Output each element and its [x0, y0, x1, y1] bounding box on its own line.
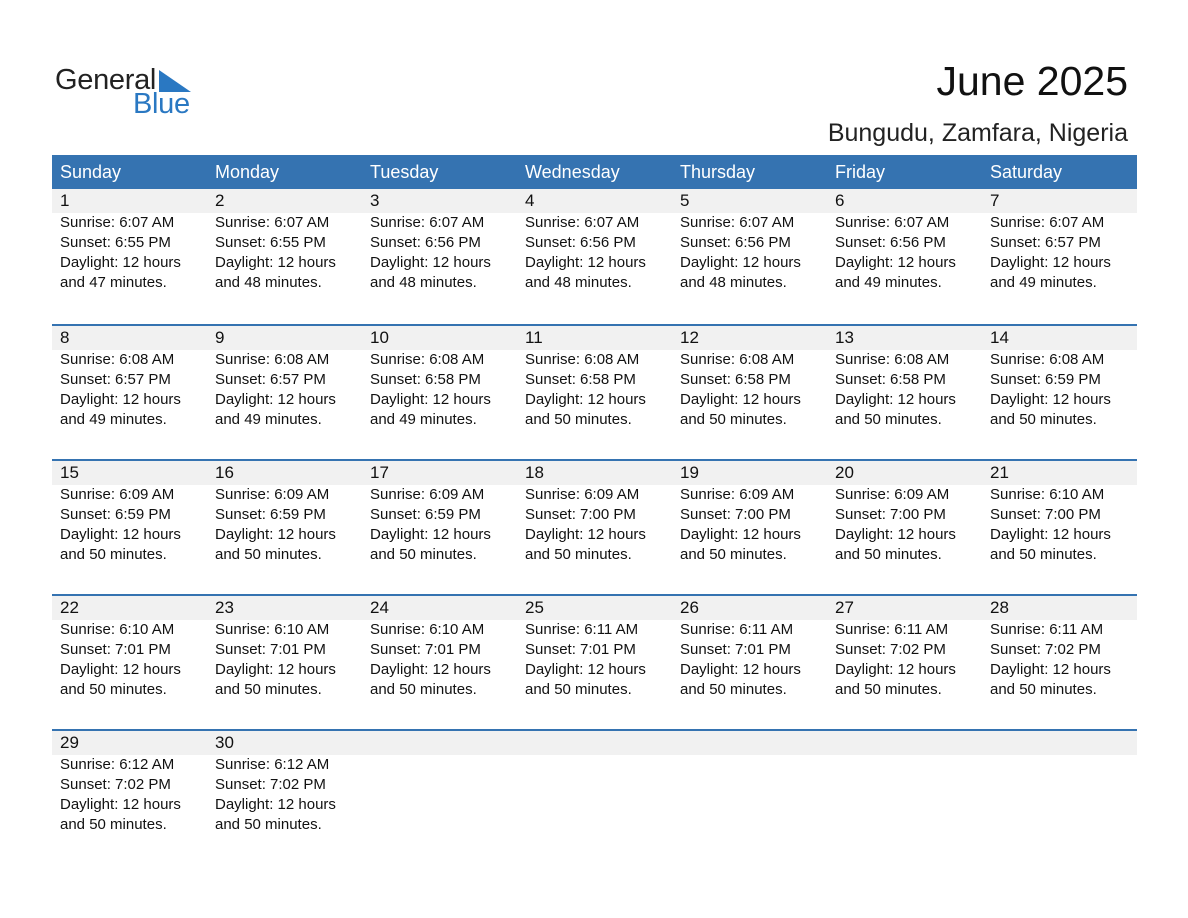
day-cell [362, 596, 517, 700]
daylight-minutes-text: and 50 minutes. [60, 816, 167, 833]
day-cell [672, 326, 827, 430]
day-number: 19 [680, 463, 699, 482]
sunrise-text: Sunrise: 6:08 AM [370, 351, 485, 368]
day-number: 8 [60, 328, 70, 347]
sunrise-text: Sunrise: 6:09 AM [215, 486, 330, 503]
sunset-text: Sunset: 7:01 PM [215, 641, 326, 658]
day-cell [52, 461, 207, 565]
daylight-minutes-text: and 50 minutes. [215, 816, 322, 833]
day-cell [517, 461, 672, 565]
sunrise-text: Sunrise: 6:09 AM [370, 486, 485, 503]
day-cell [362, 461, 517, 565]
daylight-hours-text: Daylight: 12 hours [680, 254, 801, 271]
daylight-minutes-text: and 50 minutes. [990, 411, 1097, 428]
daylight-minutes-text: and 50 minutes. [990, 681, 1097, 698]
page-title: June 2025 [936, 58, 1128, 104]
day-number: 11 [525, 328, 543, 347]
week-row [52, 729, 1137, 864]
sunset-text: Sunset: 6:57 PM [215, 371, 326, 388]
sunrise-text: Sunrise: 6:10 AM [370, 621, 485, 638]
sunrise-text: Sunrise: 6:11 AM [680, 621, 794, 638]
sunrise-text: Sunrise: 6:10 AM [990, 486, 1105, 503]
day-number [525, 731, 672, 755]
day-cell [52, 189, 207, 293]
day-cell [982, 189, 1137, 293]
daylight-hours-text: Daylight: 12 hours [680, 391, 801, 408]
daylight-minutes-text: and 50 minutes. [990, 546, 1097, 563]
weekday-header-sunday: Sunday [60, 162, 122, 182]
daylight-hours-text: Daylight: 12 hours [525, 254, 646, 271]
daylight-hours-text: Daylight: 12 hours [525, 526, 646, 543]
day-number: 7 [990, 191, 1000, 210]
day-number: 25 [525, 598, 544, 617]
daylight-minutes-text: and 50 minutes. [60, 546, 167, 563]
week-days [52, 461, 1137, 565]
daylight-minutes-text: and 50 minutes. [370, 681, 477, 698]
daylight-minutes-text: and 49 minutes. [60, 411, 167, 428]
day-cell [982, 596, 1137, 700]
daylight-hours-text: Daylight: 12 hours [835, 526, 956, 543]
daylight-hours-text: Daylight: 12 hours [60, 796, 181, 813]
day-cell [52, 731, 207, 835]
sunrise-text: Sunrise: 6:08 AM [680, 351, 795, 368]
sunset-text: Sunset: 6:57 PM [990, 234, 1101, 251]
sunset-text: Sunset: 6:59 PM [60, 506, 171, 523]
weekday-header-wednesday: Wednesday [525, 162, 620, 182]
daylight-hours-text: Daylight: 12 hours [680, 661, 801, 678]
daylight-minutes-text: and 50 minutes. [525, 546, 632, 563]
sunrise-text: Sunrise: 6:12 AM [215, 756, 330, 773]
daylight-hours-text: Daylight: 12 hours [215, 526, 336, 543]
sunrise-text: Sunrise: 6:07 AM [370, 214, 485, 231]
daylight-minutes-text: and 50 minutes. [835, 411, 942, 428]
day-cell [517, 326, 672, 430]
weekday-header-thursday: Thursday [680, 162, 756, 182]
sunrise-text: Sunrise: 6:10 AM [215, 621, 330, 638]
daylight-hours-text: Daylight: 12 hours [215, 796, 336, 813]
sunrise-text: Sunrise: 6:09 AM [680, 486, 795, 503]
day-number [680, 731, 827, 755]
sunrise-text: Sunrise: 6:09 AM [60, 486, 175, 503]
day-cell [52, 326, 207, 430]
sunrise-text: Sunrise: 6:10 AM [60, 621, 175, 638]
day-cell [982, 731, 1137, 835]
week-days [52, 596, 1137, 700]
daylight-hours-text: Daylight: 12 hours [370, 661, 491, 678]
weekday-header-row [52, 155, 1137, 189]
sunrise-text: Sunrise: 6:11 AM [525, 621, 639, 638]
sunset-text: Sunset: 7:00 PM [680, 506, 791, 523]
sunrise-text: Sunrise: 6:07 AM [680, 214, 795, 231]
daylight-minutes-text: and 50 minutes. [525, 411, 632, 428]
sunset-text: Sunset: 6:58 PM [525, 371, 636, 388]
day-cell [517, 731, 672, 835]
daylight-minutes-text: and 48 minutes. [215, 274, 322, 291]
day-number: 10 [370, 328, 389, 347]
daylight-minutes-text: and 50 minutes. [60, 681, 167, 698]
sunrise-text: Sunrise: 6:11 AM [835, 621, 949, 638]
day-cell [672, 189, 827, 293]
daylight-hours-text: Daylight: 12 hours [525, 661, 646, 678]
sunset-text: Sunset: 6:59 PM [370, 506, 481, 523]
day-number: 30 [215, 733, 234, 752]
sunset-text: Sunset: 7:02 PM [215, 776, 326, 793]
day-number: 26 [680, 598, 699, 617]
daylight-minutes-text: and 50 minutes. [215, 546, 322, 563]
day-number: 4 [525, 191, 535, 210]
sunset-text: Sunset: 7:01 PM [60, 641, 171, 658]
week-row [52, 594, 1137, 729]
sunrise-text: Sunrise: 6:09 AM [525, 486, 640, 503]
week-row [52, 459, 1137, 594]
week-days [52, 326, 1137, 430]
day-number: 28 [990, 598, 1009, 617]
day-number [990, 731, 1137, 755]
calendar-grid [52, 155, 1137, 864]
day-cell [982, 326, 1137, 430]
day-cell [207, 731, 362, 835]
day-number: 27 [835, 598, 854, 617]
daylight-minutes-text: and 49 minutes. [990, 274, 1097, 291]
day-number: 13 [835, 328, 854, 347]
sunrise-text: Sunrise: 6:08 AM [60, 351, 175, 368]
sunset-text: Sunset: 7:00 PM [525, 506, 636, 523]
daylight-minutes-text: and 50 minutes. [525, 681, 632, 698]
day-number: 29 [60, 733, 79, 752]
week-row [52, 324, 1137, 459]
day-cell [827, 596, 982, 700]
brand-logo [55, 64, 205, 120]
daylight-hours-text: Daylight: 12 hours [60, 391, 181, 408]
day-cell [827, 731, 982, 835]
day-number: 5 [680, 191, 690, 210]
sunrise-text: Sunrise: 6:08 AM [835, 351, 950, 368]
day-number: 2 [215, 191, 225, 210]
daylight-hours-text: Daylight: 12 hours [835, 661, 956, 678]
sunset-text: Sunset: 6:59 PM [215, 506, 326, 523]
sunrise-text: Sunrise: 6:09 AM [835, 486, 950, 503]
daylight-hours-text: Daylight: 12 hours [215, 661, 336, 678]
sunrise-text: Sunrise: 6:07 AM [525, 214, 640, 231]
sunset-text: Sunset: 7:02 PM [835, 641, 946, 658]
daylight-hours-text: Daylight: 12 hours [370, 254, 491, 271]
daylight-hours-text: Daylight: 12 hours [370, 526, 491, 543]
daylight-hours-text: Daylight: 12 hours [990, 526, 1111, 543]
daylight-hours-text: Daylight: 12 hours [370, 391, 491, 408]
day-cell [517, 596, 672, 700]
day-number: 18 [525, 463, 544, 482]
daylight-minutes-text: and 50 minutes. [215, 681, 322, 698]
daylight-minutes-text: and 48 minutes. [370, 274, 477, 291]
day-cell [362, 731, 517, 835]
sunset-text: Sunset: 6:56 PM [525, 234, 636, 251]
daylight-minutes-text: and 49 minutes. [215, 411, 322, 428]
daylight-hours-text: Daylight: 12 hours [835, 391, 956, 408]
sunset-text: Sunset: 6:56 PM [680, 234, 791, 251]
day-cell [362, 189, 517, 293]
day-number [370, 731, 517, 755]
day-cell [827, 189, 982, 293]
daylight-hours-text: Daylight: 12 hours [215, 254, 336, 271]
day-cell [517, 189, 672, 293]
sunset-text: Sunset: 6:56 PM [370, 234, 481, 251]
logo-blue-text: Blue [133, 88, 190, 120]
day-number: 9 [215, 328, 225, 347]
daylight-hours-text: Daylight: 12 hours [835, 254, 956, 271]
sunset-text: Sunset: 6:55 PM [215, 234, 326, 251]
sunset-text: Sunset: 6:58 PM [680, 371, 791, 388]
day-cell [52, 596, 207, 700]
sunset-text: Sunset: 6:55 PM [60, 234, 171, 251]
day-number: 24 [370, 598, 389, 617]
sunset-text: Sunset: 6:57 PM [60, 371, 171, 388]
day-number: 20 [835, 463, 854, 482]
week-days [52, 189, 1137, 293]
day-cell [672, 731, 827, 835]
daylight-hours-text: Daylight: 12 hours [990, 661, 1111, 678]
daylight-hours-text: Daylight: 12 hours [215, 391, 336, 408]
day-cell [827, 461, 982, 565]
day-cell [207, 461, 362, 565]
day-number: 23 [215, 598, 234, 617]
day-number: 22 [60, 598, 79, 617]
sunset-text: Sunset: 7:01 PM [525, 641, 636, 658]
sunrise-text: Sunrise: 6:11 AM [990, 621, 1104, 638]
logo-general-text: General [55, 64, 157, 96]
daylight-minutes-text: and 50 minutes. [370, 546, 477, 563]
daylight-hours-text: Daylight: 12 hours [680, 526, 801, 543]
sunset-text: Sunset: 7:02 PM [60, 776, 171, 793]
daylight-hours-text: Daylight: 12 hours [60, 254, 181, 271]
day-cell [982, 461, 1137, 565]
daylight-minutes-text: and 50 minutes. [680, 681, 787, 698]
day-cell [207, 189, 362, 293]
day-cell [672, 596, 827, 700]
week-row [52, 189, 1137, 324]
weekday-header-saturday: Saturday [990, 162, 1063, 182]
daylight-minutes-text: and 48 minutes. [525, 274, 632, 291]
daylight-hours-text: Daylight: 12 hours [525, 391, 646, 408]
weekday-header-monday: Monday [215, 162, 280, 182]
sunrise-text: Sunrise: 6:08 AM [525, 351, 640, 368]
day-cell [207, 326, 362, 430]
sunset-text: Sunset: 6:58 PM [370, 371, 481, 388]
weeks-container [52, 189, 1137, 864]
day-number: 12 [680, 328, 699, 347]
daylight-minutes-text: and 47 minutes. [60, 274, 167, 291]
daylight-minutes-text: and 50 minutes. [835, 681, 942, 698]
weekday-header-friday: Friday [835, 162, 886, 182]
daylight-minutes-text: and 50 minutes. [680, 411, 787, 428]
daylight-minutes-text: and 49 minutes. [835, 274, 942, 291]
day-number: 6 [835, 191, 845, 210]
sunrise-text: Sunrise: 6:08 AM [990, 351, 1105, 368]
daylight-hours-text: Daylight: 12 hours [60, 526, 181, 543]
day-number: 14 [990, 328, 1009, 347]
sunrise-text: Sunrise: 6:07 AM [835, 214, 950, 231]
day-number: 3 [370, 191, 380, 210]
day-number: 16 [215, 463, 234, 482]
sunrise-text: Sunrise: 6:07 AM [60, 214, 175, 231]
sunset-text: Sunset: 6:59 PM [990, 371, 1101, 388]
daylight-hours-text: Daylight: 12 hours [990, 391, 1111, 408]
sunrise-text: Sunrise: 6:08 AM [215, 351, 330, 368]
day-cell [362, 326, 517, 430]
day-cell [827, 326, 982, 430]
day-number: 17 [370, 463, 389, 482]
week-days [52, 731, 1137, 835]
day-number: 15 [60, 463, 79, 482]
daylight-minutes-text: and 50 minutes. [835, 546, 942, 563]
day-number: 21 [990, 463, 1009, 482]
sunset-text: Sunset: 7:01 PM [680, 641, 791, 658]
day-cell [207, 596, 362, 700]
daylight-minutes-text: and 50 minutes. [680, 546, 787, 563]
sunset-text: Sunset: 7:00 PM [990, 506, 1101, 523]
sunset-text: Sunset: 7:01 PM [370, 641, 481, 658]
sunset-text: Sunset: 7:00 PM [835, 506, 946, 523]
sunset-text: Sunset: 7:02 PM [990, 641, 1101, 658]
location-subtitle: Bungudu, Zamfara, Nigeria [827, 119, 1128, 147]
sunset-text: Sunset: 6:58 PM [835, 371, 946, 388]
daylight-minutes-text: and 48 minutes. [680, 274, 787, 291]
day-number [835, 731, 982, 755]
daylight-hours-text: Daylight: 12 hours [60, 661, 181, 678]
sunrise-text: Sunrise: 6:07 AM [990, 214, 1105, 231]
day-cell [672, 461, 827, 565]
daylight-minutes-text: and 49 minutes. [370, 411, 477, 428]
sunrise-text: Sunrise: 6:07 AM [215, 214, 330, 231]
day-number: 1 [60, 191, 70, 210]
weekday-header-tuesday: Tuesday [370, 162, 439, 182]
daylight-hours-text: Daylight: 12 hours [990, 254, 1111, 271]
sunrise-text: Sunrise: 6:12 AM [60, 756, 175, 773]
sunset-text: Sunset: 6:56 PM [835, 234, 946, 251]
